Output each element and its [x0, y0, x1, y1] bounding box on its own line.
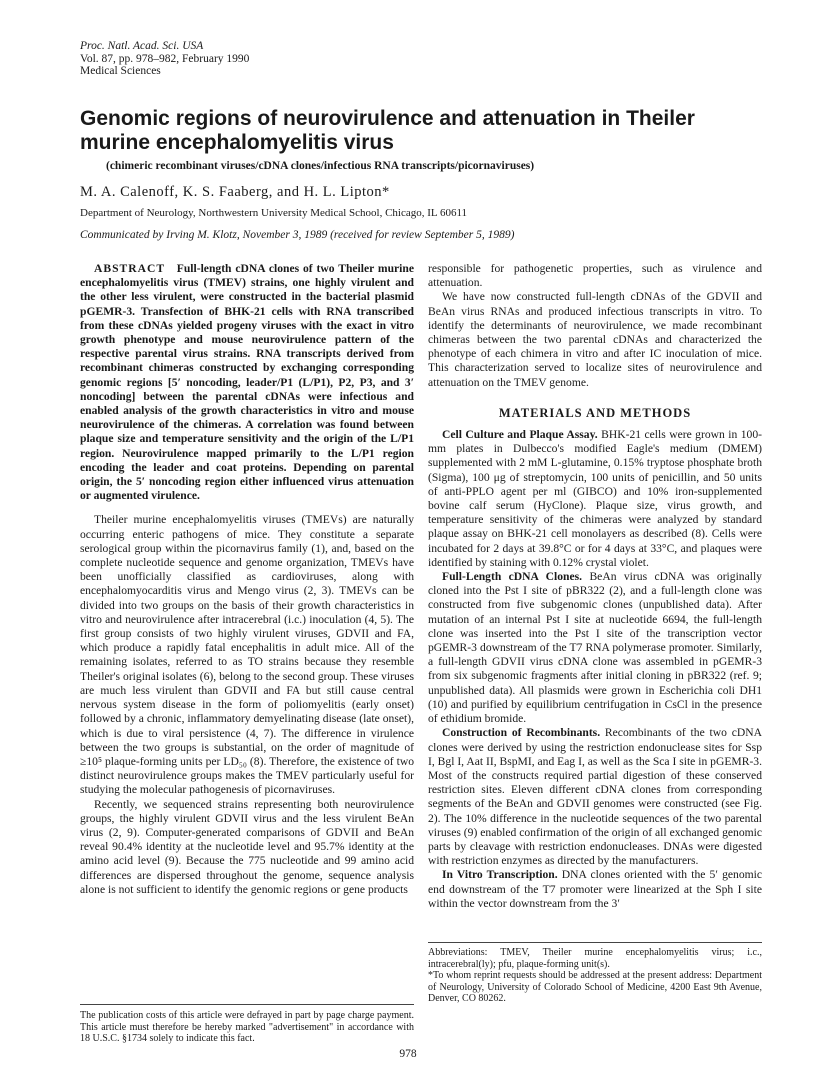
intro-continuation: responsible for pathogenetic properties, such as virulence and attenuation.	[428, 262, 762, 290]
methods-paragraph	[428, 428, 762, 570]
abbreviations-footnote	[428, 942, 762, 1005]
methods-paragraph	[428, 726, 762, 868]
communicated-by: Communicated by Irving M. Klotz, November 3, 1989 (received for review September 5, 1989)	[80, 229, 515, 241]
intro-paragraph: Theiler murine encephalomyelitis viruses (TMEVs) are naturally occurring enteric pathogens of mice. They constitute a separate serological group within the picornavirus family (1), and, based on the complete nucleotide sequence and genome organization, TMEVs have been unofficially classified as cardioviruses, along with encephalomyocarditis virus and Mengo virus (2, 3). TMEVs can be divided into two groups on the basis of their growth characteristics in vitro and neurovirulence after intracerebral (i.c.) inoculation (4, 5). The first group consists of two highly virulent viruses, GDVII and FA, which produce a rapidly fatal encephalitis in adult mice. All of the remaining isolates, referred to as TO strains because they resemble Theiler's original isolates (6), belong to the second group. These viruses are much less virulent than GDVII and FA but still cause central nervous system disease in the form of poliomyelitis (early onset) followed by a chronic, inflammatory demyelinating disease (late onset), which is due to viral persistence (4, 7). The difference in virulence between the two groups is substantial, on the order of magnitude of ≥10⁵ plaque-forming units per LD₅₀ (8). Therefore, the existence of two distinct neurovirulence groups makes the TMEV particularly useful for studying the molecular pathogenesis of picornaviruses.	[80, 513, 414, 797]
abstract	[80, 262, 414, 503]
section-name: Medical Sciences	[80, 65, 161, 77]
intro-paragraph: We have now constructed full-length cDNAs of the GDVII and BeAn virus RNAs and produced infectious transcripts in vitro. To identify the determinants of neurovirulence, we made recombinant chimeras between the two parental cDNAs and characterized the phenotype of each chimera in vitro and after IC inoculation of mice. This characterization served to localize sites of neurovirulence and attenuation on the TMEV genome.	[428, 290, 762, 389]
abbreviations-note: Abbreviations: TMEV, Theiler murine encephalomyelitis virus; i.c., intracerebral(ly); pfu, plaque-forming unit(s).	[428, 947, 762, 970]
right-column	[428, 262, 762, 911]
page-number: 978	[399, 1048, 417, 1060]
abstract-text: Full-length cDNA clones of two Theiler murine encephalomyelitis virus (TMEV) strains, one highly virulent and the other less virulent, were constructed in the bacterial plasmid pGEMR-3. Transfection of BHK-21 cells with RNA transcribed from these cDNAs yielded progeny viruses with the exact in vitro growth phenotype and mouse neurovirulence pattern of the respective parental virus strains. RNA transcripts derived from recombinant chimeras constructed by exchanging corresponding genomic regions [5′ noncoding, leader/P1 (L/P1), P2, P3, and 3′ noncoding] between the parental cDNAs were infectious and enabled analysis of the growth characteristics in vitro and mouse neurovirulence of the chimeras. A correlation was found between plaque size and temperature sensitivity and the origin of the L/P1 region. Neurovirulence mapped primarily to the L/P1 region encoding the leader and coat proteins. Depending on parental origin, the 5′ noncoding region either influenced virus attenuation or augmented virulence.	[80, 262, 414, 503]
footnote-divider	[80, 1004, 414, 1005]
authors: M. A. Calenoff, K. S. Faaberg, and H. L. Lipton*	[80, 184, 390, 200]
correspondence-note: *To whom reprint requests should be addressed at the present address: Department of Neurology, University of Colorado School of Medicine, 4200 East 9th Avenue, Denver, CO 80262.	[428, 970, 762, 1004]
abstract-label: ABSTRACT	[94, 262, 166, 275]
methods-text: Recombinants of the two cDNA clones were derived by using the restriction endonuclease sites for Ssp I, Bgl I, Aat II, BspMI, and Eag I, as well as the Sca I site in pGEMR-3. Most of the constructs required partial digestion of these conserved restriction sites. Eleven different cDNA clones from corresponding segments of the BeAn and GDVII genomes were constructed (see Fig. 2). The 10% difference in the nucleotide sequences of the two parental viruses (9) enabled confirmation of the origin of all exchanged genomic parts by cleavage with restriction endonucleases. DNAs were digested with restriction enzymes as directed by the manufacturers.	[428, 726, 762, 868]
journal-name: Proc. Natl. Acad. Sci. USA	[80, 40, 204, 52]
article-title: Genomic regions of neurovirulence and attenuation in Theiler murine encephalomyelitis virus	[80, 107, 695, 154]
run-in-heading: Full-Length cDNA Clones.	[442, 570, 583, 584]
footnote-divider	[428, 942, 762, 943]
affiliation: Department of Neurology, Northwestern University Medical School, Chicago, IL 60611	[80, 207, 468, 219]
methods-paragraph	[428, 570, 762, 726]
methods-heading: MATERIALS AND METHODS	[498, 405, 692, 420]
keywords: (chimeric recombinant viruses/cDNA clones/infectious RNA transcripts/picornaviruses)	[106, 160, 535, 172]
methods-text: BHK-21 cells were grown in 100-mm plates in Dulbecco's modified Eagle's medium (DMEM) supplemented with 2 mM L-glutamine, 0.15% tryptose phosphate broth (Sigma), 100 μg of streptomycin, 100 units of penicillin, and 50 units of anti-PPLO agent per ml (GIBCO) and 10% iron-supplemented bovine calf serum (HyClone). Plaque size, virus growth, and temperature sensitivity of the chimeras were analyzed by standard plaque assay on BHK-21 cell monolayers as described (8). Cells were incubated for 2 days at 39.8°C or for 4 days at 33°C, and plaques were identified by staining with 0.12% crystal violet.	[428, 428, 762, 569]
methods-text: DNA clones oriented with the 5′ genomic end downstream of the T7 promoter were linearized at the Sph I site within the vector downstream from the 3′	[428, 868, 762, 910]
run-in-heading: Construction of Recombinants.	[442, 726, 601, 740]
left-column	[80, 262, 414, 897]
journal-header	[80, 40, 249, 78]
methods-paragraph	[428, 868, 762, 911]
run-in-heading: In Vitro Transcription.	[442, 868, 558, 882]
publication-cost-footnote	[80, 1004, 414, 1045]
intro-paragraph: Recently, we sequenced strains representing both neurovirulence groups, the highly virulent GDVII virus and the less virulent BeAn virus (2, 9). Computer-generated comparisons of GDVII and BeAn reveal 90.4% identity at the nucleotide level and 95.7% identity at the amino acid level (9). Because the 775 nucleotide and 99 amino acid differences are dispersed throughout the genome, sequence analysis alone is not sufficient to identify the genomic regions or gene products	[80, 797, 414, 896]
cost-note: The publication costs of this article were defrayed in part by page charge payment. This article must therefore be hereby marked "advertisement" in accordance with 18 U.S.C. §1734 solely to indicate this fact.	[80, 1010, 414, 1044]
methods-text: BeAn virus cDNA was originally cloned into the Pst I site of pBR322 (2), and a full-length clone was constructed from five subgenomic clones (unpublished data). After mutation of an internal Pst I site at nucleotide 6694, the full-length clone was inserted into the Pst I site of the transcription vector pGEMR-3 downstream of the T7 RNA polymerase promoter. Similarly, a full-length GDVII virus cDNA clone was assembled in pGEMR-3 from six subgenomic fragments after initial cloning in pBR322 (ref. 9; unpublished data). All plasmids were grown in Escherichia coli DH1 (10) and purified by equilibrium centrifugation in CsCl in the presence of ethidium bromide.	[428, 570, 762, 726]
volume-line: Vol. 87, pp. 978–982, February 1990	[80, 52, 250, 65]
run-in-heading: Cell Culture and Plaque Assay.	[442, 428, 598, 442]
